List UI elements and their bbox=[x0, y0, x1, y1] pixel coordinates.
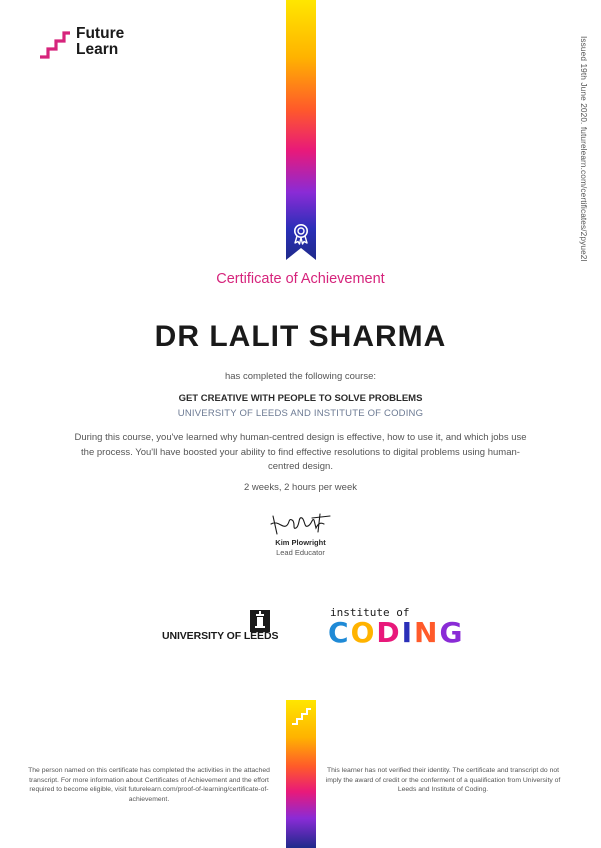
ioc-wordmark: CODING bbox=[328, 616, 465, 646]
stairs-icon bbox=[290, 706, 312, 726]
course-title: GET CREATIVE WITH PEOPLE TO SOLVE PROBLEMS bbox=[178, 393, 423, 404]
institute-of-coding-logo bbox=[328, 616, 468, 646]
university-of-leeds-logo: UNIVERSITY OF LEEDS bbox=[162, 630, 279, 642]
award-rosette-icon bbox=[290, 222, 312, 246]
futurelearn-logo bbox=[38, 26, 138, 62]
footer-left-text: The person named on this certificate has completed the activities in the attached transcript. For more information about Certificates of Achievement and the effort required to become eligible, visit futurelearn.com/proof-of-learning/certificate-of-achievement. bbox=[28, 767, 270, 803]
footer-right-text: This learner has not verified their identity. The certificate and transcript do not imply the award of credit or the conferment of a qualification from University of Leeds and Institute of Coding. bbox=[325, 767, 561, 793]
ioc-logo-small: institute of bbox=[330, 606, 410, 619]
course-duration: 2 weeks, 2 hours per week bbox=[243, 482, 357, 493]
top-ribbon bbox=[286, 0, 316, 260]
course-description: During this course, you've learned why human-centred design is effective, how to use it, and which jobs use the process. You'll have boosted your ability to find effective resolutions to digital problems using human-centred design. bbox=[74, 432, 527, 472]
recipient-name: DR LALIT SHARMA bbox=[154, 320, 447, 353]
educator-role: Lead Educator bbox=[276, 548, 325, 557]
completed-text: has completed the following course: bbox=[224, 371, 377, 382]
certificate-title: Certificate of Achievement bbox=[216, 271, 385, 287]
issued-text: Issued 19th June 2020. futurelearn.com/certificates/2pyue2l bbox=[579, 36, 589, 262]
futurelearn-logo-icon bbox=[38, 26, 72, 60]
leeds-crest-icon bbox=[250, 610, 270, 632]
educator-signature bbox=[268, 506, 334, 536]
logo-wordmark bbox=[76, 26, 124, 58]
logo-line-2: Learn bbox=[76, 41, 119, 58]
educator-name: Kim Plowright bbox=[275, 538, 326, 547]
course-university: UNIVERSITY OF LEEDS AND INSTITUTE OF CODING bbox=[177, 408, 424, 419]
logo-line-1: Future bbox=[76, 25, 125, 42]
